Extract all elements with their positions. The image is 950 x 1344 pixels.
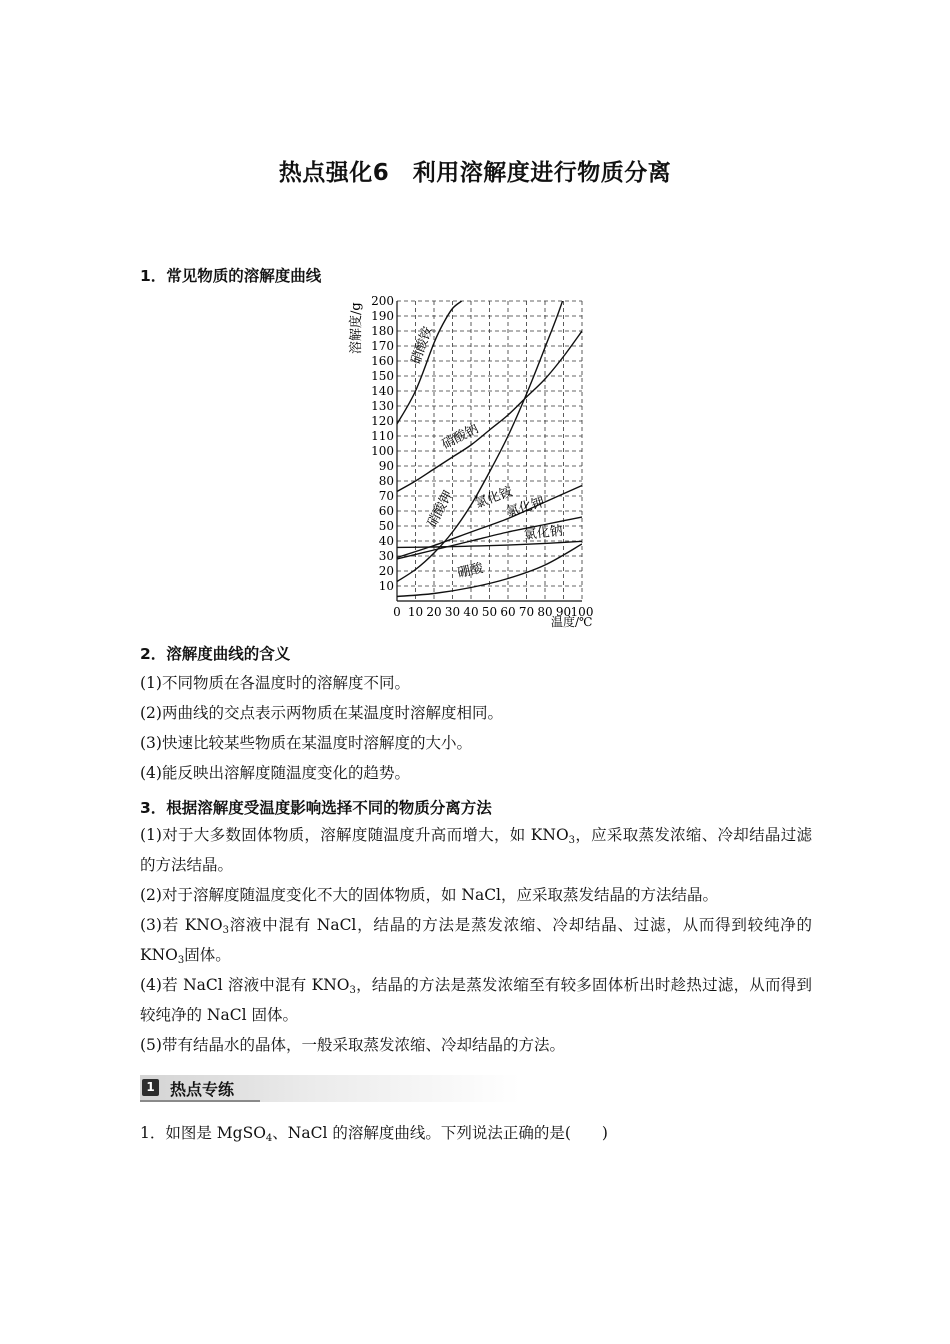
series-label: 硝酸铵 [408, 324, 436, 367]
y-tick-label: 20 [378, 564, 394, 578]
x-tick-label: 50 [481, 605, 498, 619]
series-label: 氯化铵 [472, 484, 515, 512]
y-tick-label: 140 [371, 384, 394, 398]
meaning-item-4: (4)能反映出溶解度随温度变化的趋势。 [140, 764, 410, 782]
y-tick-label: 10 [378, 579, 394, 593]
banner-number-badge: 1 [142, 1079, 159, 1096]
question-1: 1．如图是 MgSO$_4$、NaCl 的溶解度曲线。下列说法正确的是( ) [140, 1124, 608, 1144]
series-label: 硝酸钠 [439, 421, 482, 453]
x-tick-label: 10 [407, 605, 424, 619]
series-label: 硝酸钾 [424, 488, 457, 530]
series-label: 氯化钠 [523, 523, 564, 543]
meaning-item-2: (2)两曲线的交点表示两物质在某温度时溶解度相同。 [140, 704, 503, 722]
x-axis-label: 温度/℃ [551, 615, 593, 629]
solubility-chart-svg [345, 290, 610, 635]
x-tick-label: 90 [555, 605, 572, 619]
y-tick-label: 150 [371, 369, 394, 383]
y-tick-label: 90 [378, 459, 394, 473]
method-item-4: (4)若 NaCl 溶液中混有 $KNO_3$，结晶的方法是蒸发浓缩至有较多固体析出时趁热过滤，从而得到较纯净的 NaCl 固体。 [140, 976, 812, 1024]
series-label: 氯化钾 [504, 495, 547, 521]
meaning-item-1: (1)不同物质在各温度时的溶解度不同。 [140, 674, 410, 692]
y-tick-label: 50 [378, 519, 394, 533]
y-tick-label: 190 [371, 309, 394, 323]
y-tick-label: 160 [371, 354, 394, 368]
y-tick-label: 120 [371, 414, 394, 428]
y-tick-label: 100 [371, 444, 394, 458]
y-tick-label: 110 [371, 429, 394, 443]
y-tick-label: 180 [371, 324, 394, 338]
x-tick-label: 40 [463, 605, 479, 619]
y-axis-label: 溶解度/g [349, 302, 364, 354]
series-line-0 [397, 301, 462, 424]
section-heading-methods: 3．根据溶解度受温度影响选择不同的物质分离方法 [140, 799, 492, 817]
x-tick-label: 100 [570, 605, 594, 619]
method-item-2: (2)对于溶解度随温度变化不大的固体物质，如 NaCl，应采取蒸发结晶的方法结晶。 [140, 886, 719, 904]
section-heading-meaning: 2．溶解度曲线的含义 [140, 645, 291, 663]
y-tick-label: 170 [371, 339, 394, 353]
x-tick-label: 70 [518, 605, 535, 619]
banner-label: 热点专练 [170, 1080, 235, 1099]
x-tick-label: 80 [537, 605, 553, 619]
y-tick-label: 80 [378, 474, 394, 488]
solubility-chart [345, 290, 610, 639]
y-tick-label: 200 [371, 294, 394, 308]
y-tick-label: 60 [378, 504, 394, 518]
practice-banner [140, 1075, 520, 1102]
y-tick-label: 70 [378, 489, 394, 503]
method-item-5: (5)带有结晶水的晶体，一般采取蒸发浓缩、冷却结晶的方法。 [140, 1036, 565, 1054]
y-tick-label: 40 [378, 534, 394, 548]
x-tick-label: 20 [426, 605, 442, 619]
method-item-1: (1)对于大多数固体物质，溶解度随温度升高而增大，如 $KNO_3$，应采取蒸发浓缩、冷却结晶过滤的方法结晶。 [140, 826, 812, 874]
page-title: 热点强化6 利用溶解度进行物质分离 [278, 160, 672, 186]
x-tick-label: 0 [393, 605, 401, 619]
method-item-3: (3)若 $KNO_3$溶液中混有 NaCl，结晶的方法是蒸发浓缩、冷却结晶、过滤，从而得到较纯净的 $KNO_3$固体。 [140, 916, 813, 966]
meaning-item-3: (3)快速比较某些物质在某温度时溶解度的大小。 [140, 734, 472, 752]
x-tick-label: 30 [444, 605, 461, 619]
x-tick-label: 60 [500, 605, 516, 619]
y-tick-label: 130 [371, 399, 394, 413]
section-heading-curves: 1．常见物质的溶解度曲线 [140, 267, 322, 285]
y-tick-label: 30 [378, 549, 394, 563]
banner-underline [140, 1100, 260, 1102]
series-label: 硼酸 [455, 561, 485, 582]
